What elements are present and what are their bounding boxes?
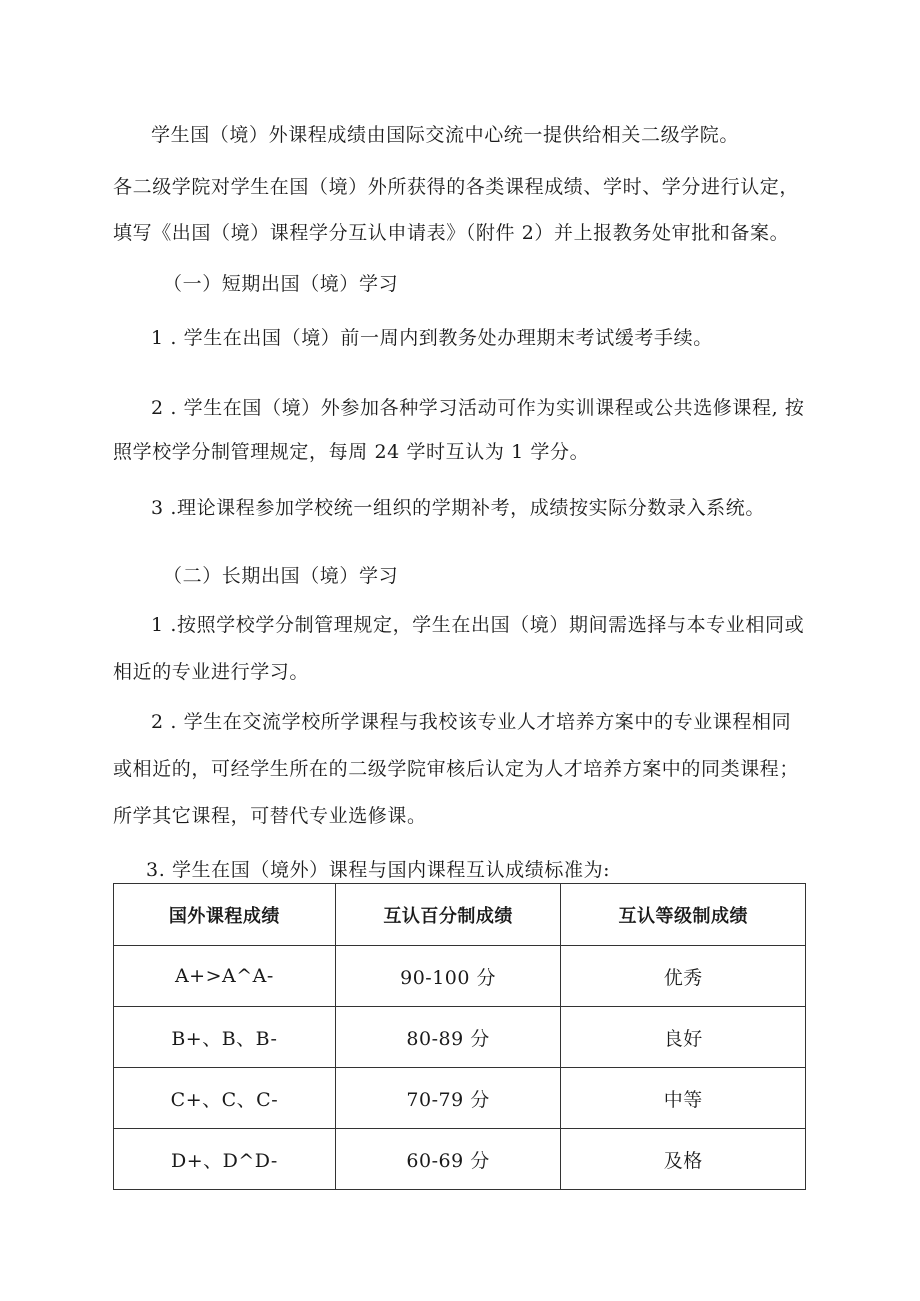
long-term-item-3: 3. 学生在国（境外）课程与国内课程互认成绩标准为: (146, 859, 611, 881)
header-foreign-grade: 国外课程成绩 (114, 884, 336, 946)
section-heading-short-term: （一）短期出国（境）学习 (163, 273, 399, 295)
header-percentage-grade: 互认百分制成绩 (335, 884, 561, 946)
cell-level-grade: 中等 (561, 1068, 806, 1129)
table-row (114, 1068, 806, 1129)
short-term-item-3: 3 .理论课程参加学校统一组织的学期补考，成绩按实际分数录入系统。 (151, 497, 765, 519)
long-term-item-2-line-2: 或相近的，可经学生所在的二级学院审核后认定为人才培养方案中的同类课程； (113, 758, 800, 780)
short-term-item-1: 1 . 学生在出国（境）前一周内到教务处办理期末考试缓考手续。 (151, 327, 713, 349)
long-term-item-1-line-2: 相近的专业进行学习。 (113, 661, 310, 683)
header-level-grade: 互认等级制成绩 (561, 884, 806, 946)
paragraph-2-line-2: 填写《出国（境）课程学分互认申请表》（附件 2）并上报教务处审批和备案。 (113, 222, 790, 244)
section-heading-long-term: （二）长期出国（境）学习 (163, 565, 399, 587)
table-header-row (114, 884, 806, 946)
long-term-item-2-line-1: 2 . 学生在交流学校所学课程与我校该专业人才培养方案中的专业课程相同 (151, 711, 792, 733)
cell-percentage-grade: 70-79 分 (335, 1068, 561, 1129)
cell-level-grade: 良好 (561, 1007, 806, 1068)
short-term-item-2-line-2: 照学校学分制管理规定，每周 24 学时互认为 1 学分。 (113, 441, 590, 463)
cell-percentage-grade: 90-100 分 (335, 946, 561, 1007)
long-term-item-1-line-1: 1 .按照学校学分制管理规定，学生在出国（境）期间需选择与本专业相同或 (151, 614, 805, 636)
cell-percentage-grade: 80-89 分 (335, 1007, 561, 1068)
table-row (114, 946, 806, 1007)
cell-foreign-grade: D+、D^D- (114, 1129, 336, 1190)
table-row (114, 1129, 806, 1190)
paragraph-1: 学生国（境）外课程成绩由国际交流中心统一提供给相关二级学院。 (151, 124, 740, 146)
cell-foreign-grade: B+、B、B- (114, 1007, 336, 1068)
table-row (114, 1007, 806, 1068)
cell-percentage-grade: 60-69 分 (335, 1129, 561, 1190)
cell-foreign-grade: C+、C、C- (114, 1068, 336, 1129)
cell-foreign-grade: A+>A^A- (114, 946, 336, 1007)
cell-level-grade: 及格 (561, 1129, 806, 1190)
short-term-item-2-line-1: 2 . 学生在国（境）外参加各种学习活动可作为实训课程或公共选修课程, 按 (151, 397, 805, 419)
paragraph-2-line-1: 各二级学院对学生在国（境）外所获得的各类课程成绩、学时、学分进行认定， (113, 176, 800, 198)
cell-level-grade: 优秀 (561, 946, 806, 1007)
long-term-item-2-line-3: 所学其它课程，可替代专业选修课。 (113, 805, 427, 827)
grade-conversion-table (113, 883, 806, 1190)
